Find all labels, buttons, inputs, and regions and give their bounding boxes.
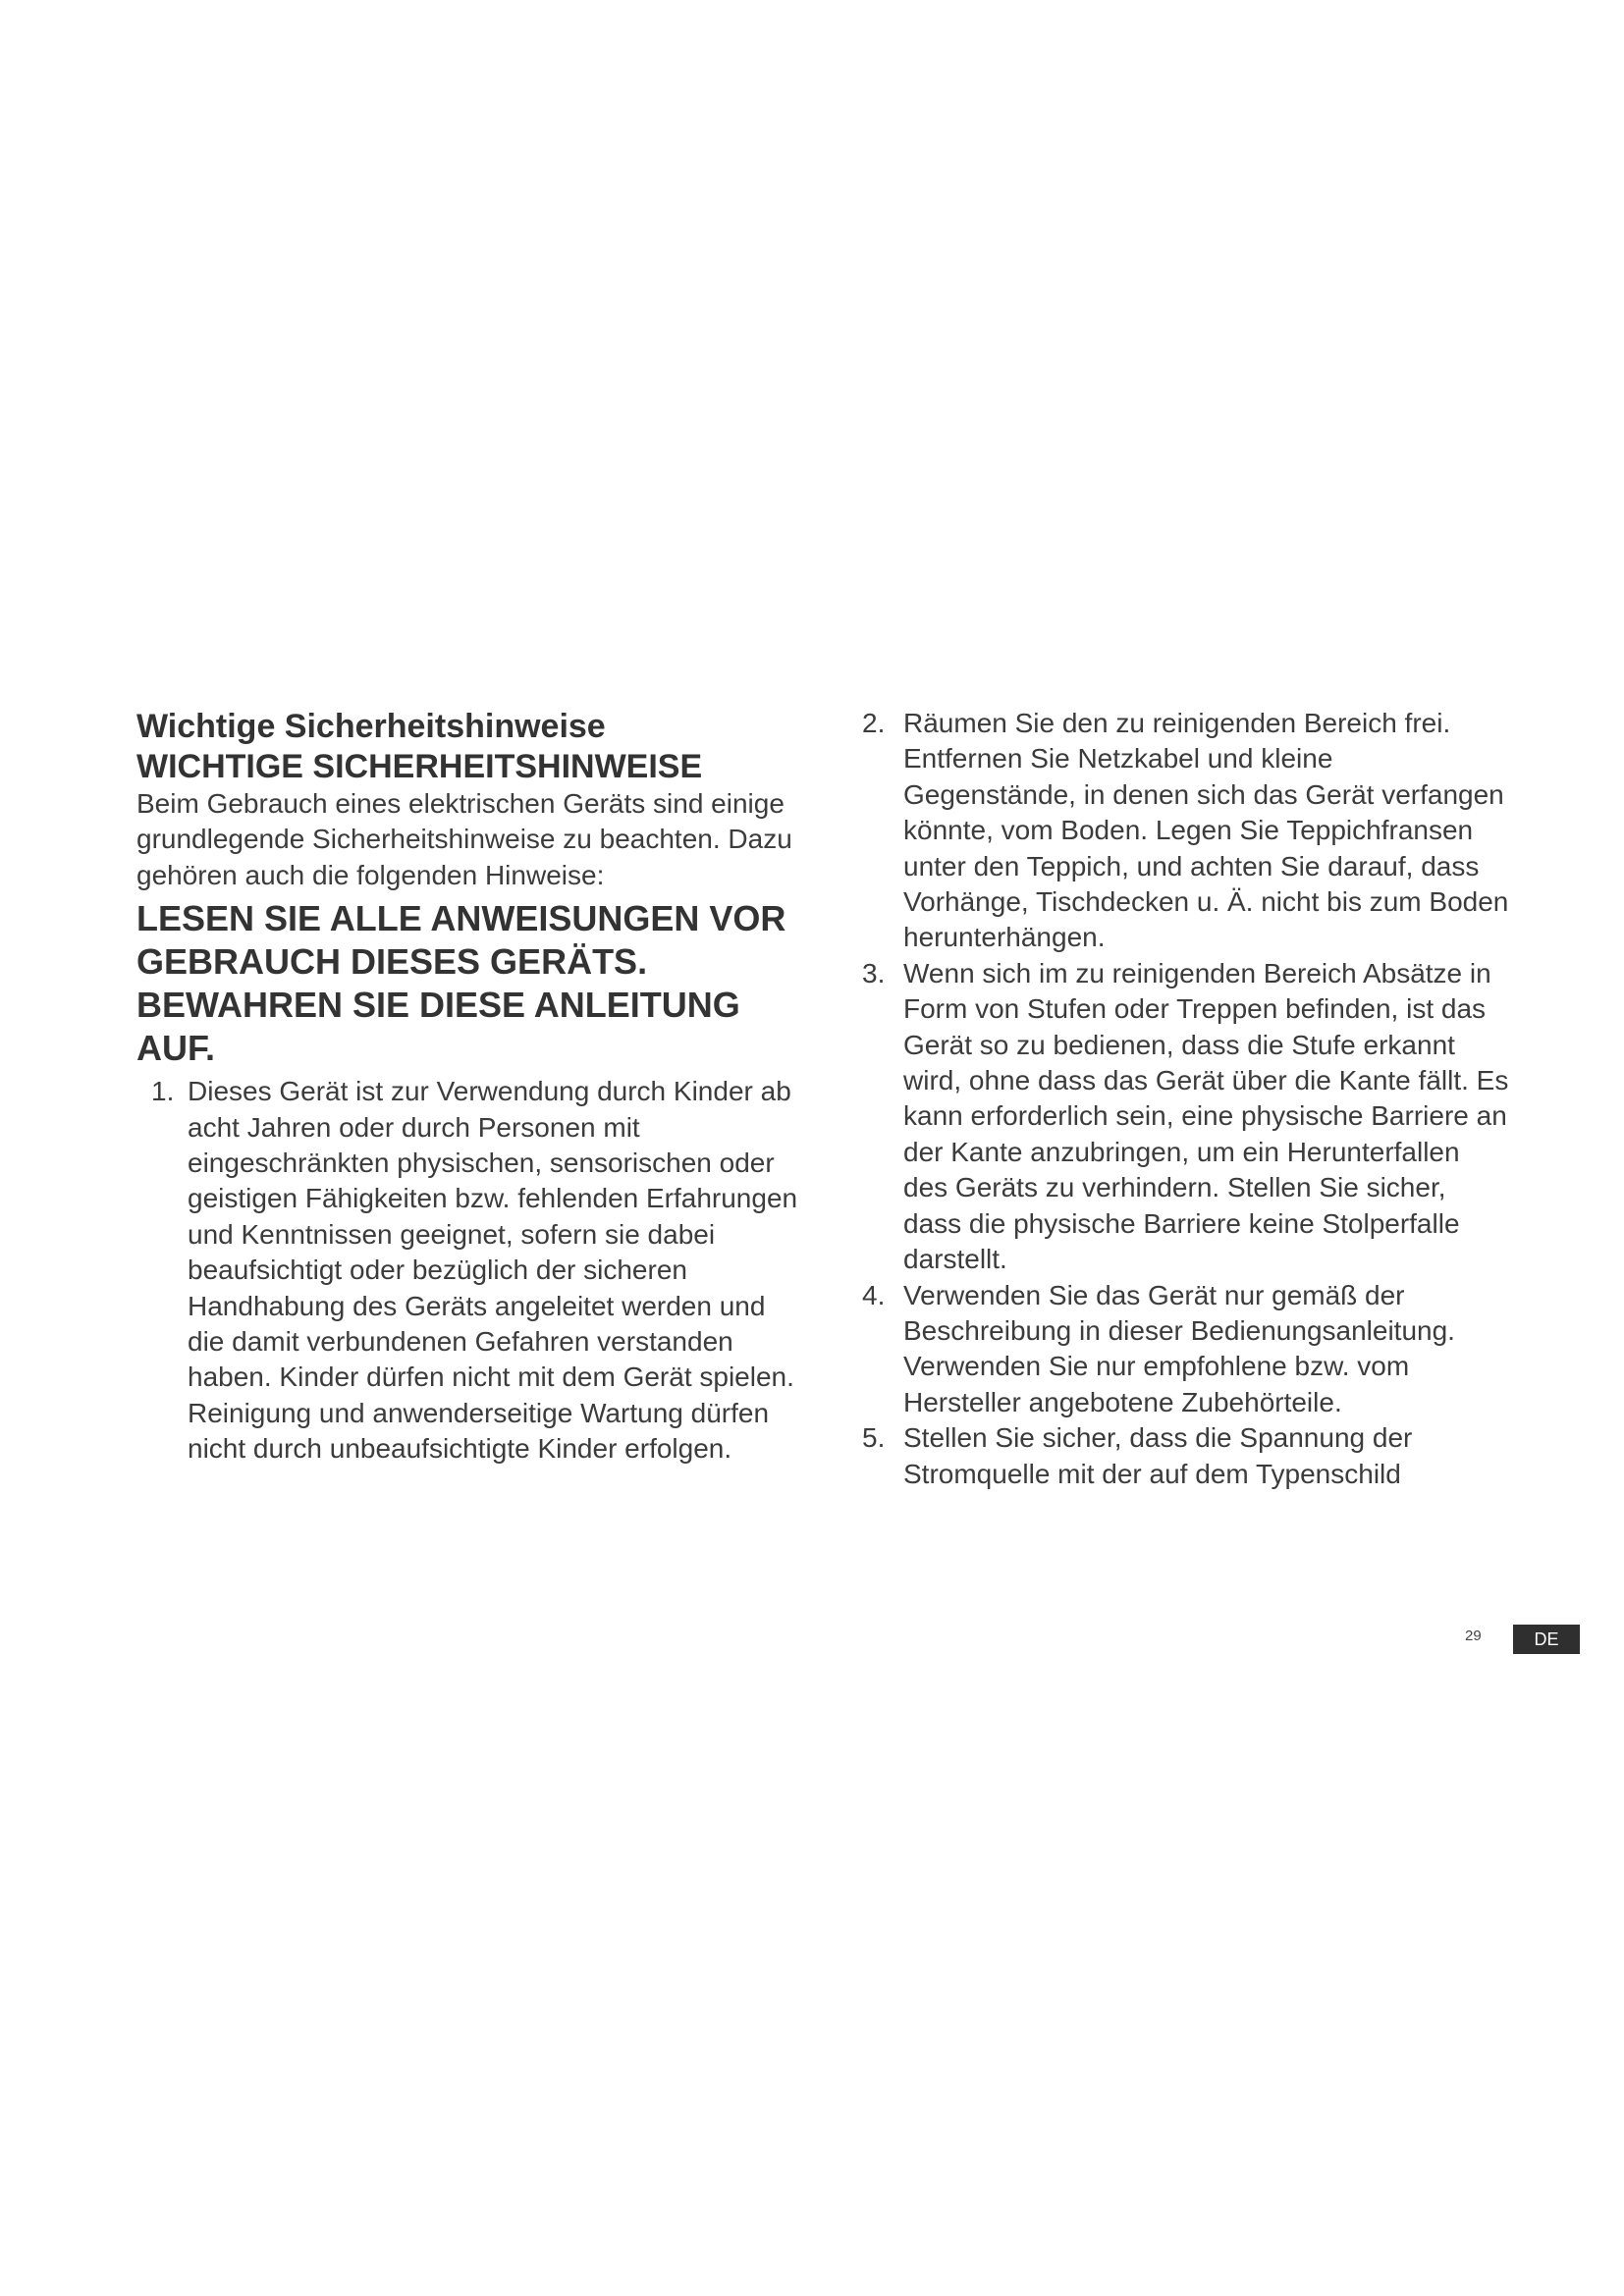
list-item	[862, 956, 1510, 1278]
list-item-number: 3.	[862, 957, 886, 988]
list-item-number: 5.	[862, 1422, 886, 1454]
list-item-number: 4.	[862, 1279, 886, 1310]
warning-text: LESEN SIE ALLE ANWEISUNGEN VOR GEBRAUCH DIESES GERÄTS. BEWAHREN SIE DIESE ANLEITUNG AUF.	[136, 898, 786, 1069]
list-item-text: Räumen Sie den zu reinigenden Bereich frei. Entfernen Sie Netzkabel und kleine Gegenstände, in denen sich das Gerät verfangen könnte, vom Boden. Legen Sie Teppichfransen unter den Teppich, und achten Sie darauf, dass Vorhänge, Tischdecken u. Ä. nicht bis zum Boden herunterhängen.	[903, 708, 1509, 953]
list-item-text: Verwenden Sie das Gerät nur gemäß der Beschreibung in dieser Bedienungsanleitung. Verwenden Sie nur empfohlene bzw. vom Hersteller angebotene Zubehörteile.	[903, 1279, 1455, 1417]
left-column	[136, 706, 804, 1468]
list-item-text: Stellen Sie sicher, dass die Spannung der Stromquelle mit der auf dem Typenschild	[903, 1422, 1413, 1489]
list-item-number: 1.	[151, 1076, 175, 1107]
right-column	[862, 706, 1510, 1492]
safety-list-right	[862, 706, 1510, 1492]
section-heading-caps: WICHTIGE SICHERHEITSHINWEISE	[136, 748, 703, 785]
section-heading: Wichtige Sicherheitshinweise	[136, 708, 606, 745]
list-item	[862, 1278, 1510, 1421]
list-item-text: Dieses Gerät ist zur Verwendung durch Kinder ab acht Jahren oder durch Personen mit eingeschränkten physischen, sensorischen oder geistigen Fähigkeiten bzw. fehlenden Erfahrungen und Kenntnissen geeignet, sofern sie dabei beaufsichtigt oder bezüglich der sicheren Handhabung des Geräts angeleitet werden und die damit verbundenen Gefahren verstanden haben. Kinder dürfen nicht mit dem Gerät spielen. Reinigung und anwenderseitige Wartung dürfen nicht durch unbeaufsichtigte Kinder erfolgen.	[188, 1076, 798, 1465]
list-item-text: Wenn sich im zu reinigenden Bereich Absätze in Form von Stufen oder Treppen befinden, ist das Gerät so zu bedienen, dass die Stufe erkannt wird, ohne dass das Gerät über die Kante fällt. Es kann erforderlich sein, eine physische Barriere an der Kante anzubringen, um ein Herunterfallen des Geräts zu verhindern. Stellen Sie sicher, dass die physische Barriere keine Stolperfalle darstellt.	[903, 957, 1509, 1275]
list-item	[862, 1420, 1510, 1492]
list-item-number: 2.	[862, 708, 886, 738]
language-badge: DE	[1513, 1625, 1580, 1654]
safety-list-left	[136, 1074, 804, 1467]
list-item	[136, 1074, 804, 1467]
page-number: 29	[1465, 1628, 1482, 1644]
list-item	[862, 706, 1510, 956]
intro-paragraph: Beim Gebrauch eines elektrischen Geräts sind einige grundlegende Sicherheitshinweise zu beachten. Dazu gehören auch die folgenden Hinweise:	[136, 788, 792, 890]
